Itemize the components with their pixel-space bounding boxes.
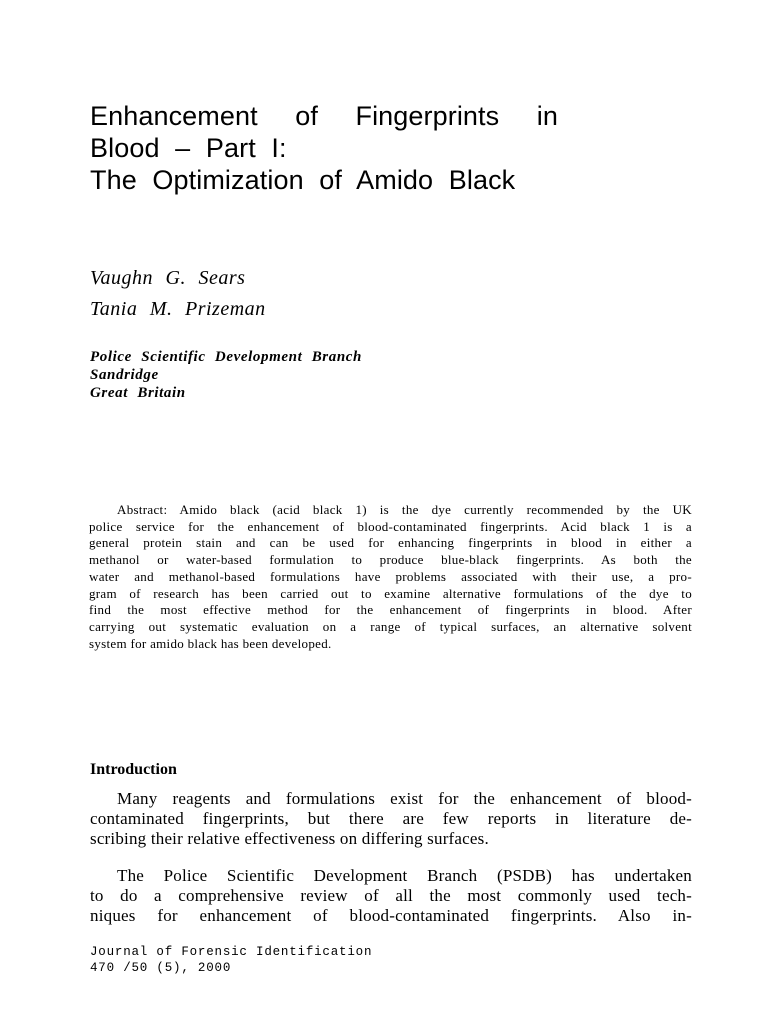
journal-name: Journal of Forensic Identification (90, 945, 373, 959)
article-title (90, 100, 690, 196)
abstract-line: Abstract: Amido black (acid black 1) is the dye currently recommended by the UK (117, 502, 692, 517)
paragraph-line: to do a comprehensive review of all the most commonly used tech- (90, 886, 692, 905)
abstract-line: general protein stain and can be used for enhancing fingerprints in blood in either a (89, 535, 692, 551)
paragraph-line: contaminated fingerprints, but there are few reports in literature de- (90, 809, 692, 828)
section-heading-introduction: Introduction (90, 761, 177, 778)
title-line-1: Enhancement of Fingerprints in (90, 101, 558, 131)
abstract (89, 502, 692, 652)
paragraph-line: Many reagents and formulations exist for the enhancement of blood- (117, 789, 692, 808)
page-footer (90, 944, 372, 976)
journal-citation: 470 /50 (5), 2000 (90, 961, 232, 975)
title-line-2: Blood – Part I: (90, 133, 287, 163)
title-line-3: The Optimization of Amido Black (90, 165, 516, 195)
abstract-line: carrying out systematic evaluation on a range of typical surfaces, an alternative solvent (89, 618, 692, 634)
abstract-line: methanol or water-based formulation to produce blue-black fingerprints. As both the (89, 552, 692, 568)
intro-paragraph-2 (90, 866, 692, 926)
affiliation-line: Police Scientific Development Branch (90, 349, 362, 365)
intro-paragraph-1 (90, 789, 692, 849)
abstract-line: system for amido black has been developed. (89, 635, 332, 651)
abstract-line: police service for the enhancement of blood-contaminated fingerprints. Acid black 1 is a (89, 518, 692, 534)
abstract-line: water and methanol-based formulations have problems associated with their use, a pro- (89, 568, 692, 584)
paragraph-line: niques for enhancement of blood-contaminated fingerprints. Also in- (90, 906, 692, 925)
affiliation-line: Great Britain (90, 385, 186, 401)
affiliation (90, 348, 362, 402)
author-name: Vaughn G. Sears (90, 267, 246, 289)
abstract-line: gram of research has been carried out to examine alternative formulations of the dye to (89, 585, 692, 601)
author-list (90, 263, 266, 325)
affiliation-line: Sandridge (90, 367, 159, 383)
paragraph-line: scribing their relative effectiveness on differing surfaces. (90, 829, 489, 848)
author-name: Tania M. Prizeman (90, 298, 266, 320)
abstract-line: find the most effective method for the enhancement of fingerprints in blood. After (89, 602, 692, 618)
paragraph-line: The Police Scientific Development Branch (PSDB) has undertaken (117, 866, 692, 885)
